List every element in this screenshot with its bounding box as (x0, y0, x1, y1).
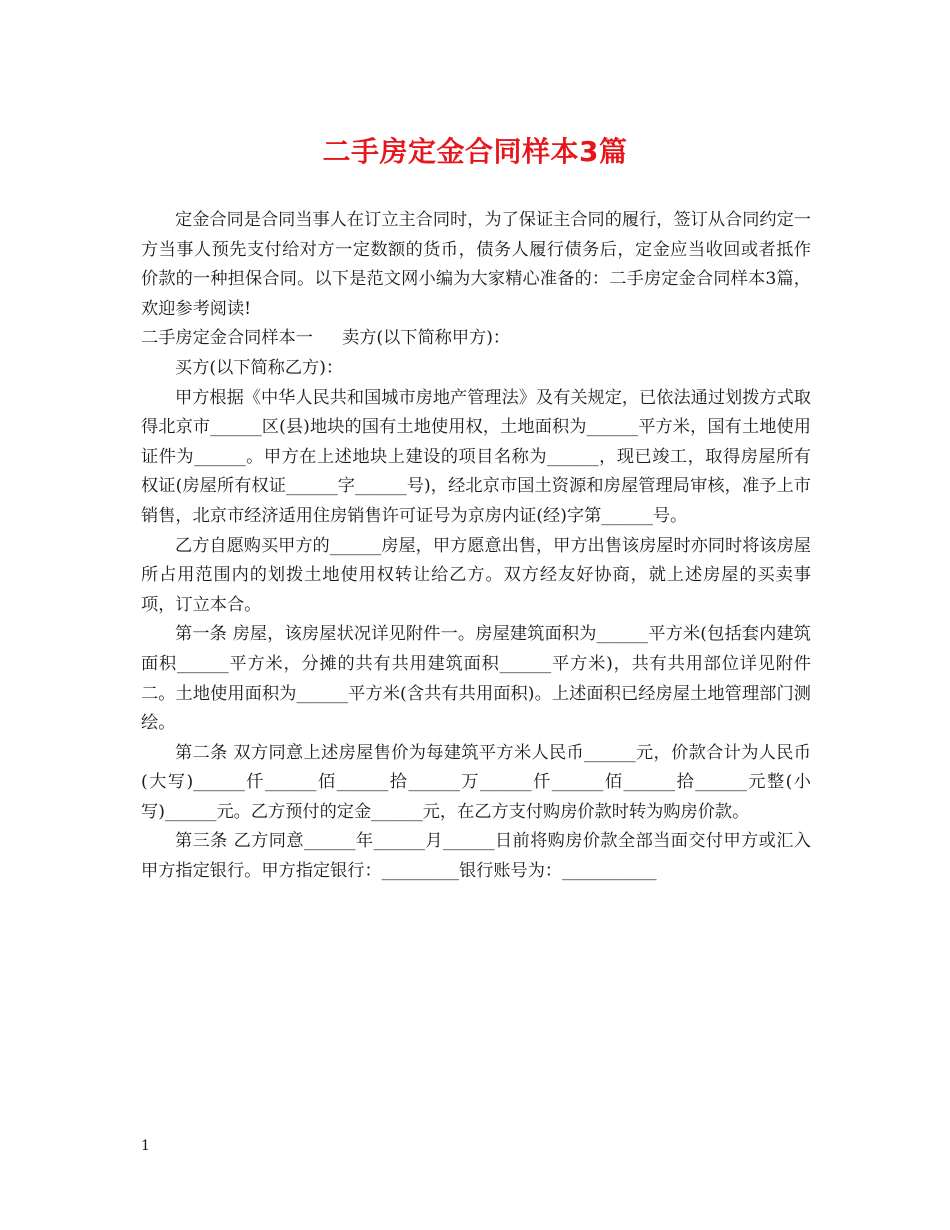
article-2-paragraph: 第二条 双方同意上述房屋售价为每建筑平方米人民币______元，价款合计为人民币(大写)______仟______佰______拾______万______仟______佰______拾______元整(小写)______元。乙方预付的定金______元，在乙方支付购房价款时转为购房价款。 (141, 742, 811, 822)
page-number: 1 (141, 1138, 150, 1154)
purchase-intent-paragraph: 乙方自愿购买甲方的______房屋，甲方愿意出售，甲方出售该房屋时亦同时将该房屋所占用范围内的划拨土地使用权转让给乙方。双方经友好协商，就上述房屋的买卖事项，订立本合。 (141, 535, 811, 615)
document-body (141, 206, 811, 887)
article-3-paragraph: 第三条 乙方同意______年______月______日前将购房价款全部当面交付甲方或汇入甲方指定银行。甲方指定银行：_________银行账号为：___________ (141, 831, 811, 882)
sample-heading: 二手房定金合同样本一 (141, 328, 313, 349)
article-1-paragraph: 第一条 房屋，该房屋状况详见附件一。房屋建筑面积为______平方米(包括套内建筑面积______平方米，分摊的共有共用建筑面积______平方米)，共有共用部位详见附件二。土地使用面积为______平方米(含共有共用面积)。上述面积已经房屋土地管理部门测绘。 (141, 624, 811, 734)
document-title: 二手房定金合同样本3篇 (322, 135, 628, 168)
seller-label: 卖方(以下简称甲方)： (342, 328, 511, 349)
sample-heading-line (141, 324, 811, 354)
land-use-paragraph: 甲方根据《中华人民共和国城市房地产管理法》及有关规定，已依法通过划拨方式取得北京市______区(县)地块的国有土地使用权，土地面积为______平方米，国有土地使用证件为______。甲方在上述地块上建设的项目名称为______，现已竣工，取得房屋所有权证(房屋所有权证______字______号)，经北京市国土资源和房屋管理局审核，准予上市销售，北京市经济适用住房销售许可证号为京房内证(经)字第______号。 (141, 387, 811, 526)
buyer-label: 买方(以下简称乙方)： (175, 357, 344, 378)
intro-paragraph: 定金合同是合同当事人在订立主合同时，为了保证主合同的履行，签订从合同约定一方当事人预先支付给对方一定数额的货币，债务人履行债务后，定金应当收回或者抵作价款的一种担保合同。以下是范文网小编为大家精心准备的：二手房定金合同样本3篇，欢迎参考阅读! (141, 210, 811, 319)
